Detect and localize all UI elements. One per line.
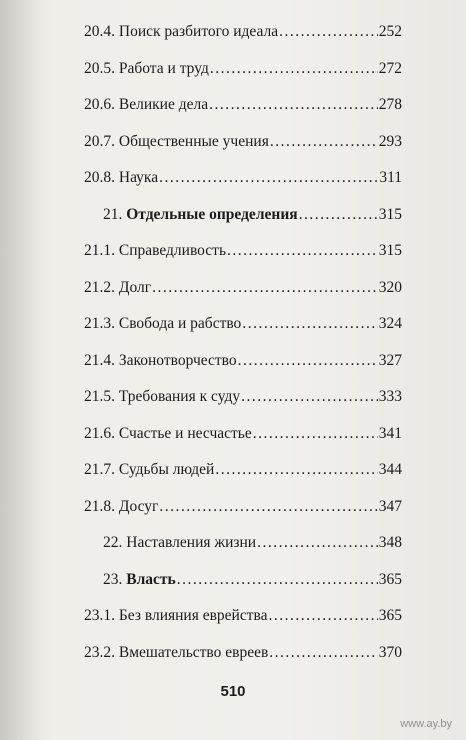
toc-entry-label [103,531,256,555]
toc-entry [84,604,402,628]
toc-entry-number: 21.5. [84,388,115,405]
toc-entry-page: 315 [378,205,402,223]
toc-entry-number: 22. [103,534,123,551]
toc-entry-leader-dots [238,349,378,373]
toc-entry-number: 20.6. [84,96,115,113]
toc-entry-page: 333 [378,388,402,405]
toc-entry-number: 21.3. [84,315,115,332]
toc-entry-title: Власть [126,570,176,588]
toc-entry-title: Великие дела [118,96,209,113]
toc-entry [84,57,402,81]
toc-entry-title: Досуг [118,497,159,515]
toc-entry-label [84,641,268,665]
toc-entry-page: 327 [378,351,402,369]
toc-entry [84,276,402,300]
toc-entry-number: 21.4. [84,351,115,369]
toc-entry-page: 370 [378,643,402,661]
toc-entry-title: Общественные учения [118,132,269,150]
watermark: www.ay.by [400,718,452,730]
toc-entry [84,385,402,409]
toc-entry-leader-dots [299,203,378,227]
toc-entry-title: Судьбы людей [118,461,215,478]
spine-shadow [0,0,40,740]
toc-entry-page: 315 [378,242,402,259]
toc-entry-leader-dots [210,57,378,81]
toc-entry [84,349,402,373]
toc-entry-title: Требования к суду [118,388,241,405]
toc-entry-label [84,349,237,373]
toc-entry-title: Отдельные определения [126,205,298,223]
toc-entry-leader-dots [279,20,378,44]
toc-entry [84,130,402,154]
toc-entry-title: Счастье и несчастье [118,424,252,442]
toc-entry-leader-dots [159,495,377,519]
toc-entry-number: 20.4. [84,23,115,40]
toc-entry-title: Справедливость [118,242,227,259]
toc-entry-label [84,20,278,44]
toc-entry-page: 344 [378,461,402,478]
toc-entry-label [84,93,208,117]
toc-entry-leader-dots [152,276,378,300]
toc-entry [84,458,402,482]
toc-entry-leader-dots [209,93,378,117]
toc-entry-number: 21.1. [84,242,115,259]
toc-entry-number: 23.2. [84,643,115,661]
toc-entry-page: 348 [378,534,402,551]
toc-entry-leader-dots [257,531,378,555]
toc-entry-title: Наука [118,169,159,186]
toc-entry-page: 311 [379,169,402,186]
toc-entry-leader-dots [268,604,377,628]
toc-entry-title: Долг [118,278,152,296]
toc-entry-title: Свобода и рабство [118,315,242,332]
toc-entry-title: Работа и труд [118,59,209,77]
toc-entry-page: 365 [378,607,402,624]
toc-entry-label [84,166,158,190]
toc-entry-number: 21.7. [84,461,115,478]
toc-entry-label [84,385,240,409]
toc-entry [84,93,402,117]
toc-entry-label [84,604,267,628]
toc-entry-label [84,495,158,519]
toc-entry-number: 20.5. [84,59,115,77]
toc-entry-page: 324 [378,315,402,332]
toc-entry-label [103,203,298,227]
toc-entry-label [84,458,214,482]
toc-entry-leader-dots [215,458,377,482]
toc-entry-number: 20.8. [84,169,115,186]
toc-entry [103,531,402,555]
toc-entry [84,312,402,336]
toc-entry-leader-dots [159,166,378,190]
toc-entry-leader-dots [227,239,378,263]
toc-entry-number: 23. [103,570,123,588]
toc-entry [84,166,402,190]
toc-entry [84,20,402,44]
toc-entry [103,203,402,227]
toc-entry-page: 272 [378,59,402,77]
toc-entry-number: 21. [103,205,123,223]
toc-entry-page: 320 [378,278,402,296]
toc-entry-label [103,568,176,592]
toc-entry [103,568,402,592]
toc-entry-leader-dots [177,568,378,592]
toc-entry [84,495,402,519]
toc-entry-number: 21.2. [84,278,115,296]
toc-entry-page: 293 [378,132,402,150]
toc-entry-page: 365 [378,570,402,588]
toc-entry-leader-dots [270,130,378,154]
toc-entry-title: Законотворчество [118,351,237,369]
toc-entry-number: 21.8. [84,497,115,515]
toc-entry [84,239,402,263]
toc-entry-label [84,130,269,154]
toc-entry-title: Поиск разбитого идеала [118,23,279,40]
toc-entry-label [84,57,209,81]
toc-entry-leader-dots [253,422,378,446]
toc-entry-leader-dots [241,385,378,409]
toc-entry-page: 252 [378,23,402,40]
toc-entry-label [84,312,241,336]
toc-entry-number: 23.1. [84,607,115,624]
page-number: 510 [220,683,246,700]
toc-entry [84,641,402,665]
toc-entry-title: Наставления жизни [126,534,257,551]
toc-entry [84,422,402,446]
toc-entry-number: 20.7. [84,132,115,150]
toc-entry-leader-dots [269,641,377,665]
toc-entry-label [84,239,226,263]
toc-entry-number: 21.6. [84,424,115,442]
toc-entry-label [84,422,252,446]
toc-entry-leader-dots [242,312,377,336]
toc-entry-label [84,276,151,300]
toc-entry-title: Без влияния еврейства [118,607,268,624]
toc-entry-page: 278 [378,96,402,113]
toc-entry-title: Вмешательство евреев [118,643,269,661]
toc-entry-page: 341 [378,424,402,442]
toc-entry-page: 347 [378,497,402,515]
